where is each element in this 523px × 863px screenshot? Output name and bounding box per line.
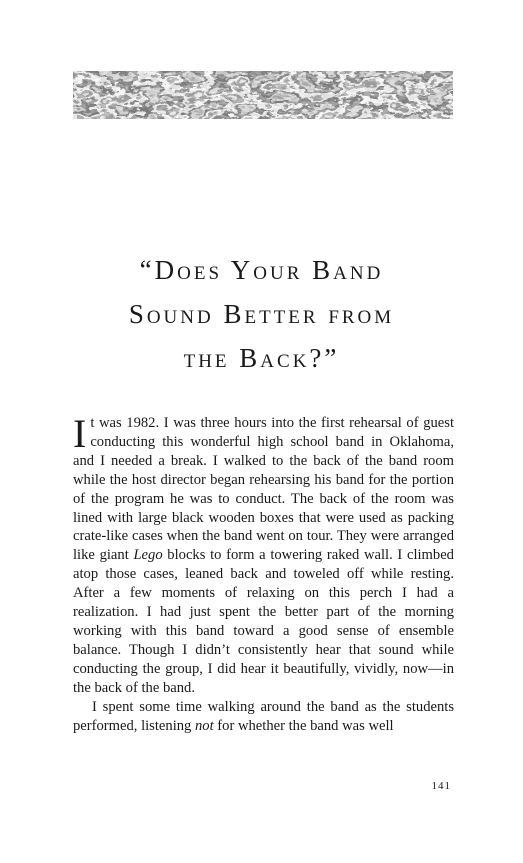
paragraph-2-italic-not: not	[195, 717, 214, 734]
marbled-texture	[73, 71, 453, 119]
paragraph-1-text-a: t was 1982. I was three hours into the first rehearsal of guest conducting this wonderful high school band in Oklahoma, and I needed a break. I walked to the back of the band room while the host director began rehearsing his band for the portion of the program he was to conduct. The back of the room was lined with large black wooden boxes that were used as packing crate-like cases when the band went on tour. They were arranged like giant	[73, 415, 454, 564]
paragraph-1-italic-lego: Lego	[133, 547, 163, 564]
chapter-body	[73, 411, 454, 735]
paragraph-2-text-b: for whether the band was well	[213, 717, 394, 734]
chapter-ornament-banner	[73, 71, 453, 119]
paragraph-1-text-b: blocks to form a towering raked wall. I climbed atop those cases, leaned back and toweled off while resting. After a few moments of relaxing on this perch I had a realization. I had just spent the better part of the morning working with this band toward a good sense of ensemble balance. Though I didn’t consistently hear that sound while conducting the group, I did hear it beautifully, vividly, now—in the back of the band.	[73, 547, 454, 696]
chapter-title-line-1: “Does Your Band	[139, 255, 384, 285]
page-number: 141	[431, 780, 451, 792]
paragraph-2	[73, 698, 454, 736]
paragraph-2-text-a: I spent some time walking around the band as the students performed, listening	[73, 698, 454, 734]
drop-cap: I	[73, 411, 87, 456]
paragraph-1	[73, 411, 454, 698]
chapter-title	[40, 248, 483, 380]
chapter-title-line-3: the Back?”	[183, 343, 340, 373]
chapter-title-line-2: Sound Better from	[128, 299, 395, 329]
